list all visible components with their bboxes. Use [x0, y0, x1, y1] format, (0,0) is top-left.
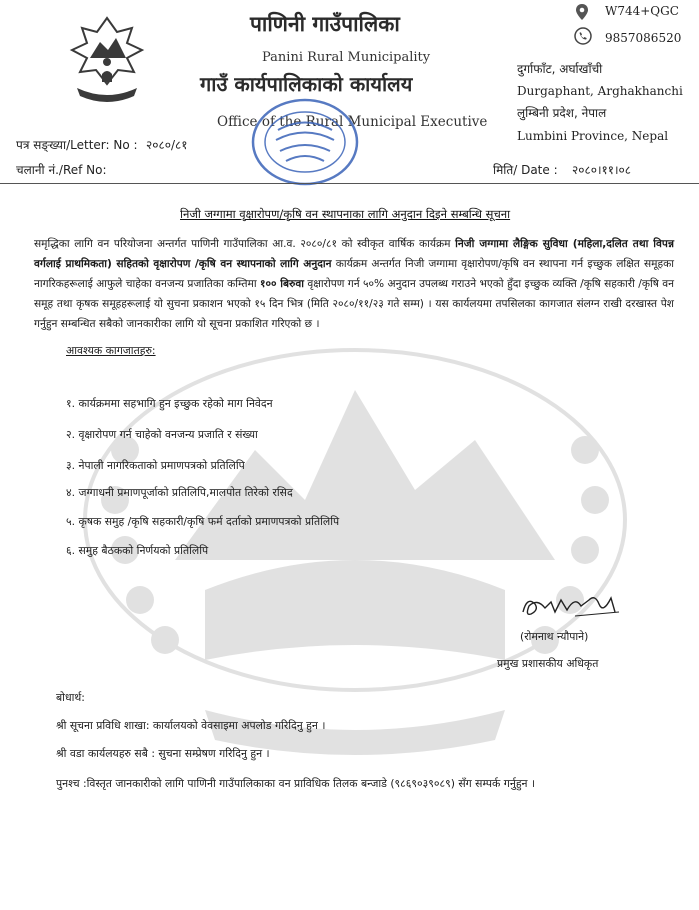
ref-no-label: चलानी नं./Ref No: — [16, 163, 107, 177]
cc-item-1: श्री सूचना प्रविधि शाखा: कार्यालयको वेवसाइमा अपलोड गरिदिनु हुन । — [56, 719, 326, 732]
official-stamp — [248, 95, 363, 190]
para-bold2: १०० बिरुवा — [259, 278, 304, 290]
phone-number: 9857086520 — [605, 31, 682, 45]
doc-item-2: २. वृक्षारोपण गर्न चाहेको वनजन्य प्रजाति र संख्या — [66, 428, 258, 441]
office-title-en: Office of the Rural Municipal Executive — [217, 114, 488, 130]
para-mid: कार्यक्रम अन्तर्गत निजी जग्गामा वृक्षारोपण/कृषि वन स्थापना गर्न इच्छुक लक्षित समूहका नागरिकहरूलाई आफुले चाहेका वनजन्य प्रजातिका कम्तिमा — [34, 258, 674, 290]
doc-item-4: ४. जग्गाधनी प्रमाणपूर्जाको प्रतिलिपि,मालपोत तिरेको रसिद — [66, 486, 293, 499]
para-bold: निजी जग्गामा लैङ्गिक सुविधा (महिला,दलित तथा विपन्न वर्गलाई प्राथमिकता) सहितको वृक्षारोपण /कृषि वन स्थापनाको लागि अनुदान — [34, 238, 674, 270]
postscript: पुनश्च :विस्तृत जानकारीको लागि पाणिनी गाउँपालिकाका वन प्राविधिक तिलक बन्जाडे (९८६९०३९०८९) सँग सम्पर्क गर्नुहुन । — [56, 777, 536, 790]
phone-icon — [574, 27, 592, 45]
doc-item-5: ५. कृषक समुह /कृषि सहकारी/कृषि फर्म दर्ताको प्रमाणपत्रको प्रतिलिपि — [66, 515, 340, 528]
cc-item-2: श्री वडा कार्यलयहरु सबै : सुचना सम्प्रेषण गरिदिनु हुन । — [56, 747, 270, 760]
notice-subject: निजी जग्गामा वृक्षारोपण/कृषि वन स्थापनाका लागि अनुदान दिइने सम्बन्धि सूचना — [180, 207, 511, 221]
municipality-title-np: पाणिनी गाउँपालिका — [250, 12, 400, 36]
date-value: २०८०।११।०८ — [572, 163, 632, 177]
plus-code: W744+QGC — [605, 4, 679, 18]
cc-heading: बोधार्थ: — [56, 691, 85, 704]
doc-item-1: १. कार्यक्रममा सहभागि हुन इच्छुक रहेको माग निवेदन — [66, 397, 273, 410]
docs-heading: आवश्यक कागजातहरु: — [66, 344, 156, 357]
letter-no-label: पत्र सङ्ख्या/Letter: No : — [16, 138, 138, 152]
address-np-1: दुर्गाफाँट, अर्घाखाँची — [517, 62, 603, 76]
emblem-logo — [62, 10, 152, 110]
location-pin-icon — [574, 3, 590, 21]
letter-no-value: २०८०/८१ — [146, 138, 188, 152]
address-np-2: लुम्बिनी प्रदेश, नेपाल — [517, 106, 607, 120]
doc-item-6: ६. समुह बैठकको निर्णयको प्रतिलिपि — [66, 544, 209, 557]
municipality-title-en: Panini Rural Municipality — [262, 50, 431, 65]
office-title-np: गाउँ कार्यपालिकाको कार्यालय — [200, 72, 413, 96]
date-label: मिति/ Date : — [493, 163, 558, 177]
signatory-designation: प्रमुख प्रशासकीय अधिकृत — [497, 657, 599, 670]
para-start: समृद्धिका लागि वन परियोजना अन्तर्गत पाणिनी गाउँपालिका आ.व. २०८०/८१ को स्वीकृत वार्षिक कार्यक्रम — [34, 238, 456, 250]
signature-mark — [515, 590, 625, 624]
para-end: वृक्षारोपण गर्न ५०% अनुदान उपलब्ध गराउने भएको हुँदा इच्छुक व्यक्ति /कृषि सहकारी /कृषि वन समूह तथा कृषक समूहहरूलाई यो सुचना प्रकाशन भएको १५ दिन भित्र (मिति २०८०/११/२३ गते सम्म) । यस कार्यलयमा तपसिलका कागजात संलग्न राखी दरखास्त पेश गर्नुहुन सम्बन्धित सबैको जानकारीका लागि यो सूचना प्रकाशित गरिएको छ । — [34, 278, 674, 330]
address-en-2: Lumbini Province, Nepal — [517, 129, 669, 143]
header-divider — [0, 183, 699, 184]
notice-paragraph — [34, 234, 674, 334]
signatory-name: (रोमनाथ न्यौपाने) — [520, 630, 589, 643]
doc-item-3: ३. नेपाली नागरिकताको प्रमाणपत्रको प्रतिलिपि — [66, 459, 245, 472]
address-en-1: Durgaphant, Arghakhanchi — [517, 84, 683, 98]
